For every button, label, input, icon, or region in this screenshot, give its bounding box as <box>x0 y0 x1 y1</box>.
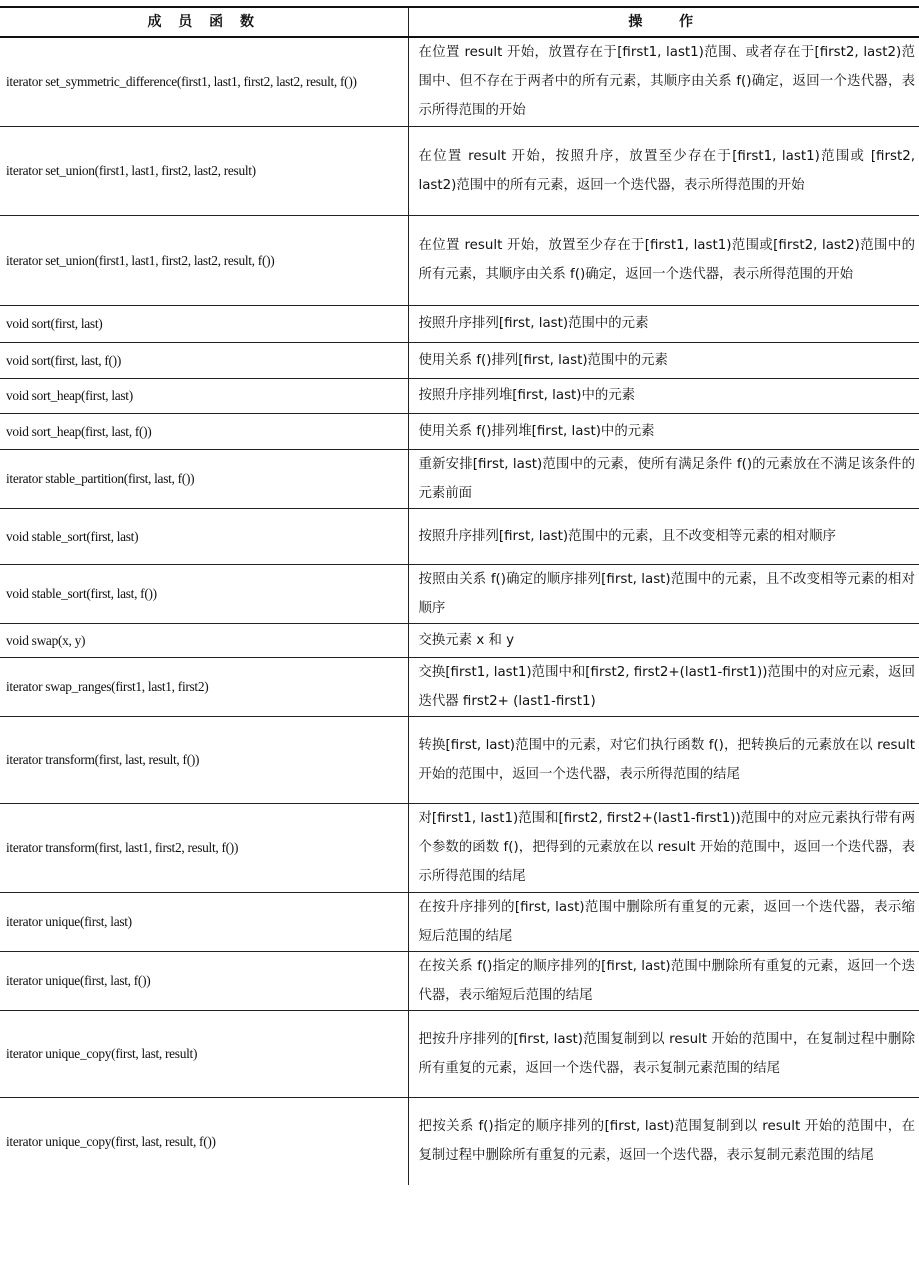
operation-cell: 在按关系 f()指定的顺序排列的[first, last)范围中删除所有重复的元素，返回一个迭代器，表示缩短后范围的结尾 <box>408 951 919 1010</box>
member-function-cell: void sort_heap(first, last) <box>0 378 408 413</box>
member-function-cell: void sort_heap(first, last, f()) <box>0 413 408 449</box>
member-function-cell: void stable_sort(first, last) <box>0 508 408 564</box>
operation-cell: 按照升序排列[first, last)范围中的元素 <box>408 305 919 342</box>
member-function-cell: void swap(x, y) <box>0 623 408 657</box>
member-function-cell: iterator set_union(first1, last1, first2, last2, result) <box>0 126 408 215</box>
table-row <box>0 564 919 623</box>
operation-cell: 对[first1, last1)范围和[first2, first2+(last1-first1))范围中的对应元素执行带有两个参数的函数 f()，把得到的元素放在以 result 开始的范围中，返回一个迭代器，表示所得范围的结尾 <box>408 803 919 892</box>
operation-cell: 按照由关系 f()确定的顺序排列[first, last)范围中的元素，且不改变相等元素的相对顺序 <box>408 564 919 623</box>
table-row <box>0 413 919 449</box>
operation-cell: 在位置 result 开始，放置存在于[first1, last1)范围、或者存在于[first2, last2)范围中、但不存在于两者中的所有元素，其顺序由关系 f()确定，返回一个迭代器，表示所得范围的开始 <box>408 37 919 126</box>
operation-cell: 把按关系 f()指定的顺序排列的[first, last)范围复制到以 result 开始的范围中，在复制过程中删除所有重复的元素，返回一个迭代器，表示复制元素范围的结尾 <box>408 1097 919 1185</box>
operation-cell: 使用关系 f()排列[first, last)范围中的元素 <box>408 342 919 378</box>
table-row <box>0 716 919 803</box>
table-row <box>0 623 919 657</box>
table-row <box>0 508 919 564</box>
column-header-operation: 操 作 <box>408 7 919 37</box>
table-header-row <box>0 7 919 37</box>
table-row <box>0 342 919 378</box>
member-function-cell: iterator transform(first, last1, first2, result, f()) <box>0 803 408 892</box>
table-row <box>0 657 919 716</box>
operation-cell: 把按升序排列的[first, last)范围复制到以 result 开始的范围中，在复制过程中删除所有重复的元素，返回一个迭代器，表示复制元素范围的结尾 <box>408 1010 919 1097</box>
member-function-table <box>0 6 919 1185</box>
table-row <box>0 449 919 508</box>
member-function-cell: iterator set_symmetric_difference(first1, last1, first2, last2, result, f()) <box>0 37 408 126</box>
table-row <box>0 126 919 215</box>
table-row <box>0 305 919 342</box>
member-function-cell: void stable_sort(first, last, f()) <box>0 564 408 623</box>
table-row <box>0 215 919 305</box>
member-function-cell: iterator transform(first, last, result, f()) <box>0 716 408 803</box>
member-function-cell: iterator unique_copy(first, last, result, f()) <box>0 1097 408 1185</box>
member-function-cell: void sort(first, last, f()) <box>0 342 408 378</box>
operation-cell: 交换[first1, last1)范围中和[first2, first2+(last1-first1))范围中的对应元素，返回迭代器 first2+ (last1-first1) <box>408 657 919 716</box>
operation-cell: 重新安排[first, last)范围中的元素，使所有满足条件 f()的元素放在不满足该条件的元素前面 <box>408 449 919 508</box>
operation-cell: 在位置 result 开始，放置至少存在于[first1, last1)范围或[first2, last2)范围中的所有元素，其顺序由关系 f()确定，返回一个迭代器，表示所得范围的开始 <box>408 215 919 305</box>
table-row <box>0 803 919 892</box>
operation-cell: 交换元素 x 和 y <box>408 623 919 657</box>
operation-cell: 按照升序排列堆[first, last)中的元素 <box>408 378 919 413</box>
operation-cell: 在按升序排列的[first, last)范围中删除所有重复的元素，返回一个迭代器，表示缩短后范围的结尾 <box>408 892 919 951</box>
table-body <box>0 37 919 1185</box>
member-function-cell: iterator unique_copy(first, last, result) <box>0 1010 408 1097</box>
member-function-cell: void sort(first, last) <box>0 305 408 342</box>
table-row <box>0 37 919 126</box>
member-function-cell: iterator unique(first, last) <box>0 892 408 951</box>
member-function-cell: iterator set_union(first1, last1, first2, last2, result, f()) <box>0 215 408 305</box>
table-row <box>0 1010 919 1097</box>
table-row <box>0 1097 919 1185</box>
operation-cell: 按照升序排列[first, last)范围中的元素，且不改变相等元素的相对顺序 <box>408 508 919 564</box>
document-page <box>0 6 919 1185</box>
operation-cell: 使用关系 f()排列堆[first, last)中的元素 <box>408 413 919 449</box>
table-row <box>0 378 919 413</box>
member-function-cell: iterator swap_ranges(first1, last1, first2) <box>0 657 408 716</box>
table-row <box>0 892 919 951</box>
operation-cell: 转换[first, last)范围中的元素，对它们执行函数 f()，把转换后的元素放在以 result 开始的范围中，返回一个迭代器，表示所得范围的结尾 <box>408 716 919 803</box>
table-row <box>0 951 919 1010</box>
member-function-cell: iterator stable_partition(first, last, f()) <box>0 449 408 508</box>
operation-cell: 在位置 result 开始，按照升序，放置至少存在于[first1, last1)范围或 [first2, last2)范围中的所有元素，返回一个迭代器，表示所得范围的开始 <box>408 126 919 215</box>
member-function-cell: iterator unique(first, last, f()) <box>0 951 408 1010</box>
column-header-function: 成 员 函 数 <box>0 7 408 37</box>
